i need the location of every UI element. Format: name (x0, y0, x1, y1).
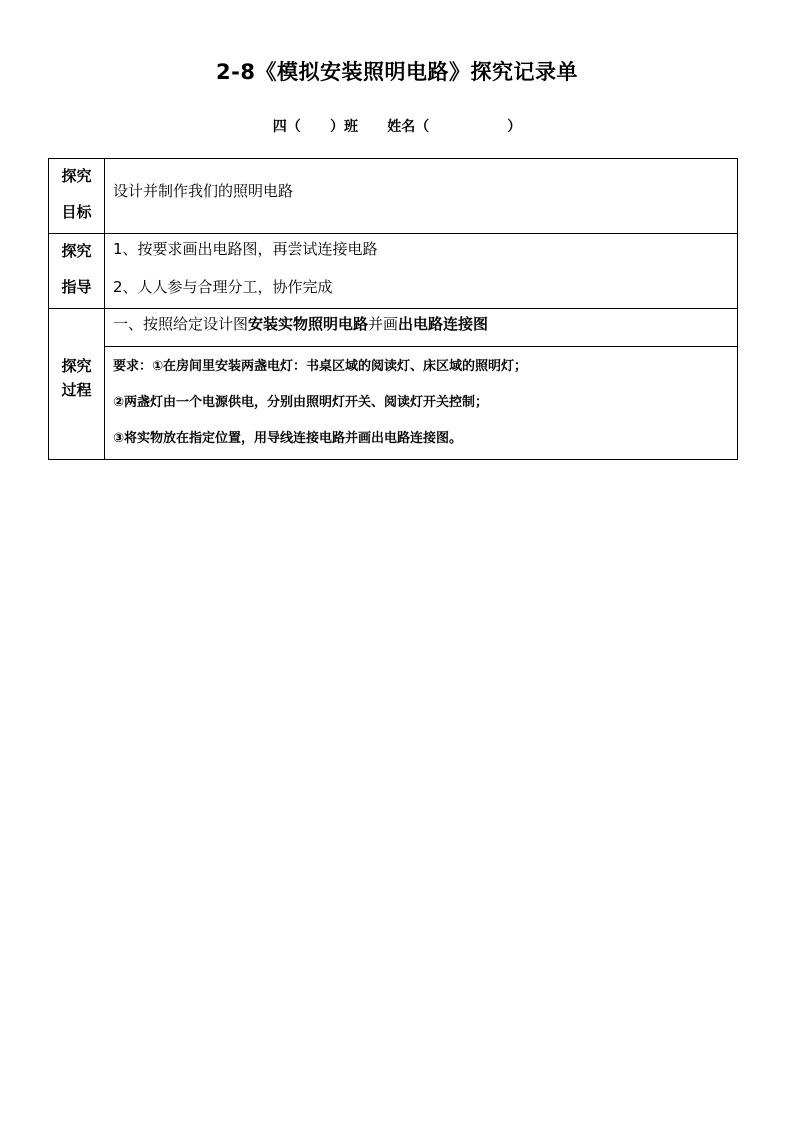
step-title-part4: 出电路连接图 (398, 315, 489, 333)
step-title-part3: 并画 (368, 315, 399, 333)
row-label (49, 159, 105, 233)
requirement-3: ③将实物放在指定位置，用导线连接电路并画出电路连接图。 (113, 431, 463, 446)
row-label-line2: 指导 (61, 278, 92, 296)
row-content (105, 159, 737, 233)
name-suffix: ） (507, 119, 522, 135)
process-step-cell (105, 309, 737, 347)
name-blank (429, 119, 507, 135)
class-blank (301, 119, 330, 135)
row-label (49, 309, 105, 459)
row-label-line1: 探究 (61, 242, 92, 260)
table-row-guide (49, 234, 737, 309)
row-label-line2: 目标 (61, 203, 92, 221)
row-label-line1: 探究 (61, 167, 92, 185)
process-step-title (113, 313, 488, 334)
class-name-line (0, 116, 794, 136)
row-label-line2: 过程 (61, 381, 92, 399)
document-title: 2-8《模拟安装照明电路》探究记录单 (216, 60, 578, 84)
table-row-goal (49, 159, 737, 234)
row-content (105, 234, 737, 308)
row-label (49, 234, 105, 308)
step-title-part1: 一、按照给定设计图 (113, 315, 249, 333)
goal-text: 设计并制作我们的照明电路 (113, 182, 294, 200)
record-table (48, 158, 738, 460)
step-title-part2: 安装实物照明电路 (248, 315, 369, 333)
row-label-line1: 探究 (61, 357, 92, 375)
class-prefix: 四（ (272, 119, 301, 135)
gap (358, 119, 387, 135)
guide-item-2: 2、人人参与合理分工，协作完成 (113, 278, 333, 296)
class-suffix: ）班 (330, 119, 358, 135)
guide-item-1: 1、按要求画出电路图，再尝试连接电路 (113, 240, 378, 258)
requirement-2: ②两盏灯由一个电源供电，分别由照明灯开关、阅读灯开关控制； (113, 395, 489, 410)
name-prefix: 姓名（ (387, 119, 430, 135)
requirement-1: 要求：①在房间里安装两盏电灯：书桌区域的阅读灯、床区域的照明灯； (113, 359, 528, 374)
table-row-process (49, 309, 737, 459)
row-content (105, 309, 737, 459)
